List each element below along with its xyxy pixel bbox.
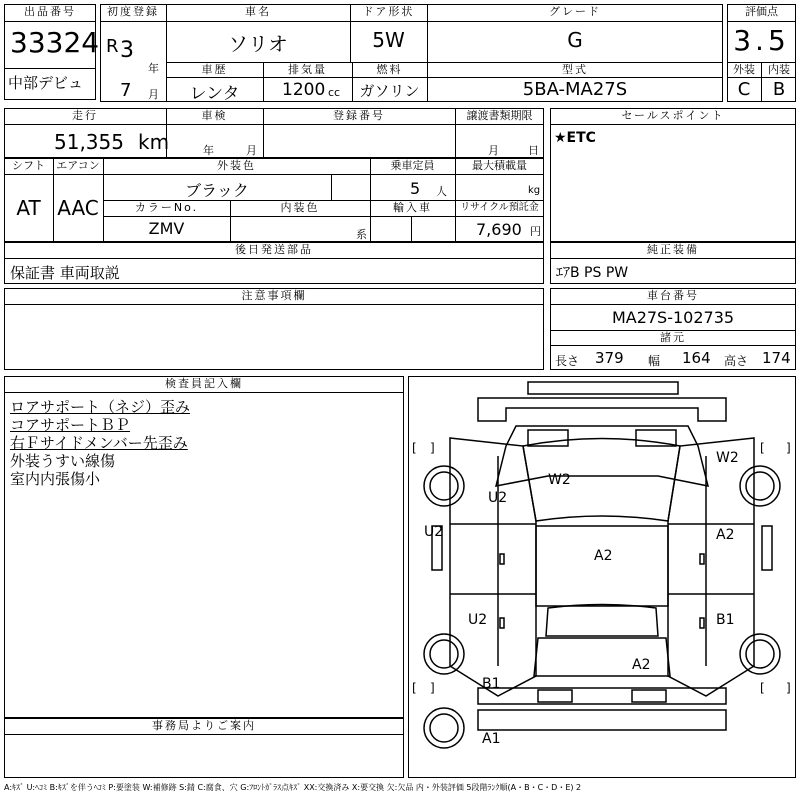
grade-label: グレード [549,5,601,18]
legend: A:ｷｽﾞ U:ﾍｺﾐ B:ｷｽﾞを伴うﾍｺﾐ P:要塗装 W:補修跡 S:錆 C:腐食、穴 G:ﾌﾛﾝﾄｶﾞﾗｽ点ｷｽﾞ XX:交換済み X:要交換 欠:欠品 内・外装評価 5段階ﾗﾝｸ順(A・B・C・D・E) 2 [4,783,582,792]
svg-text:[: [ [760,441,765,455]
grade: G [567,28,583,52]
length: 379 [595,349,624,367]
damage-mark: A2 [716,527,735,543]
capacity: 5 [410,179,421,198]
doors-label: ドア形状 [362,5,415,18]
damage-mark: W2 [548,472,571,488]
reg-month: 7 [120,80,132,101]
svg-text:]: ] [786,681,791,695]
inspector-note: 外装うすい線傷 [10,452,116,470]
rear-bumper [478,688,726,704]
height: 174 [762,349,791,367]
damage-mark: A1 [482,731,501,747]
first-reg-label: 初度登録 [107,5,159,18]
front-bumper [528,382,678,394]
windshield [523,439,680,522]
svg-text:]: ] [786,441,791,455]
damage-mark: U2 [488,490,508,506]
sales-points: ★ETC [554,130,596,146]
damage-mark: W2 [716,450,739,466]
model: 5BA-MA27S [522,79,628,100]
shift: AT [16,196,41,220]
recycle-fee: 7,690 [476,220,522,239]
damage-mark: A2 [594,548,613,564]
chassis-number: MA27S-102735 [611,308,735,327]
inspector-note: コアサポートＢＰ [10,416,131,434]
width: 164 [682,349,711,367]
damage-mark: A2 [632,657,651,673]
displacement: 1200 [282,80,326,100]
inspector-note: ロアサポート（ネジ）歪み [10,398,191,416]
damage-mark: B1 [716,612,735,628]
equipment: ｴｱB PS PW [556,265,629,281]
interior-grade: B [772,79,786,100]
damage-mark: B1 [482,676,501,692]
car-name-label: 車名 [245,5,271,18]
rear-window [546,605,658,637]
car-diagram-svg [408,376,796,778]
roof [536,526,668,606]
svg-text:[: [ [412,681,417,695]
score: 3.5 [733,24,790,57]
lot-number-label: 出品番号 [24,5,76,18]
debut-label: 中部デビュ [8,74,84,92]
air-conditioner: AAC [57,196,99,220]
right-side [668,438,754,696]
damage-mark: U2 [468,612,488,628]
front-panel [478,398,726,421]
mileage: 51,355 [54,130,124,154]
svg-text:]: ] [430,681,435,695]
inspector-note: 室内内張傷小 [10,470,101,488]
svg-text:]: ] [430,441,435,455]
fuel: ガソリン [359,82,420,100]
left-side [450,438,536,696]
rear-step [478,710,726,730]
history: レンタ [189,84,240,104]
later-parts: 保証書 車両取説 [10,264,120,282]
era: R [106,36,119,57]
svg-text:[: [ [412,441,417,455]
damage-mark: U2 [424,524,444,540]
color-number: ZMV [148,219,185,238]
svg-text:[: [ [760,681,765,695]
exterior-color: ブラック [185,181,249,200]
lot-number: 33324 [10,26,100,59]
exterior-grade: C [737,79,751,100]
reg-year: 3 [120,38,134,63]
doors: 5W [372,28,405,52]
sales-points-box [550,108,796,242]
inspector-note: 右Ｆサイドメンバー先歪み [10,434,188,452]
car-name: ソリオ [228,32,288,56]
